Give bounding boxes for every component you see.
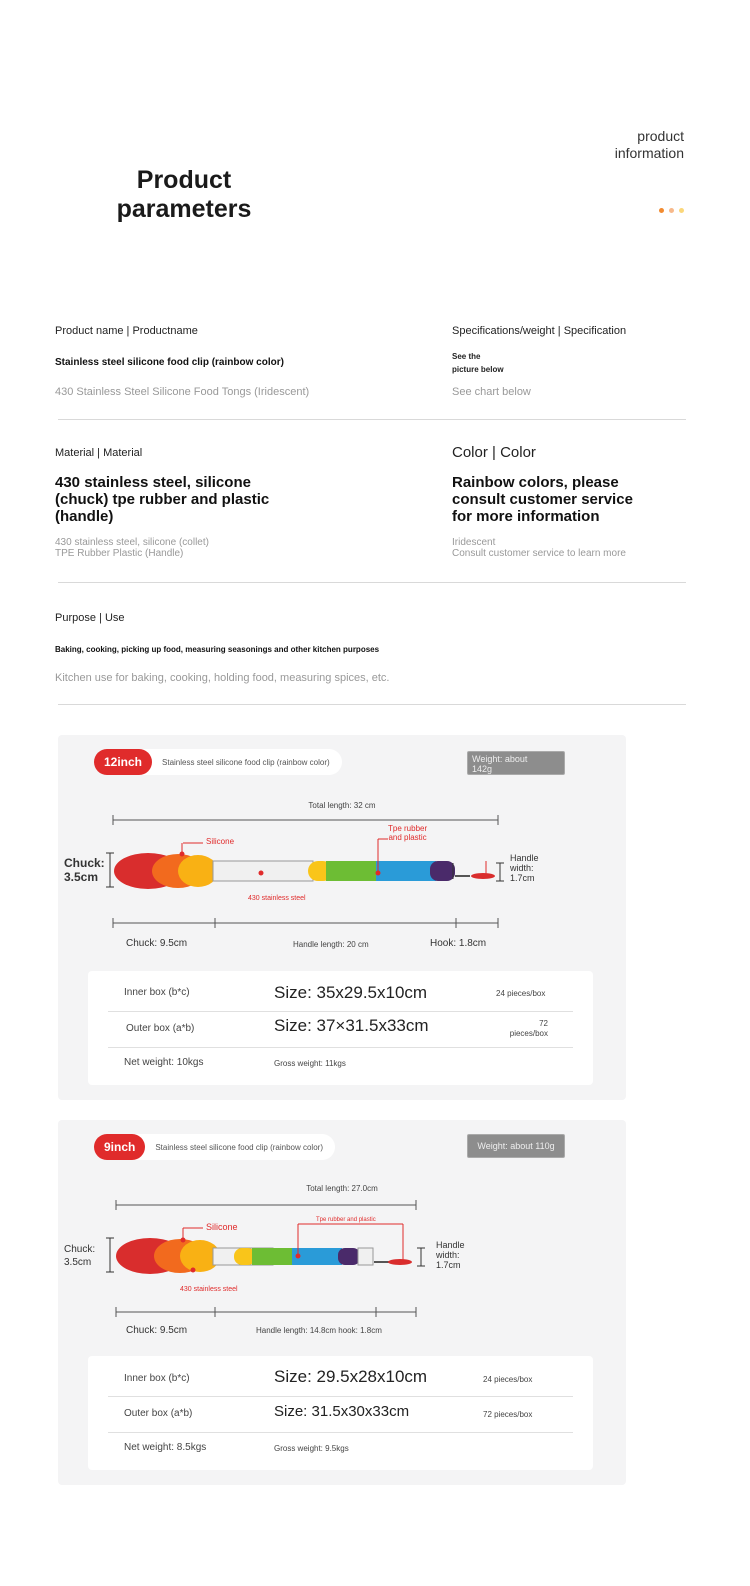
divider <box>108 1432 573 1433</box>
tongs-diagram <box>58 1120 626 1360</box>
inner-box-label: Inner box (b*c) <box>124 987 190 998</box>
size-tag: 12inch <box>94 749 152 775</box>
section-subtitle: product information <box>614 128 684 161</box>
purpose-label: Purpose | Use <box>55 612 125 624</box>
divider <box>58 704 686 705</box>
divider <box>108 1396 573 1397</box>
dot-icon <box>679 208 684 213</box>
product-name-value: Stainless steel silicone food clip (rainbow color) <box>55 357 284 368</box>
tpe-callout: Tpe rubber and plastic <box>388 824 428 842</box>
packing-table <box>88 1356 593 1470</box>
total-length-label: Total length: 32 cm <box>308 801 376 810</box>
color-english: Iridescent Consult customer service to learn more <box>452 537 626 559</box>
product-name-english: 430 Stainless Steel Silicone Food Tongs (Iridescent) <box>55 386 310 398</box>
divider <box>58 419 686 420</box>
gross-weight: Gross weight: 11kgs <box>274 1059 346 1068</box>
packing-table <box>88 971 593 1085</box>
net-weight: Net weight: 10kgs <box>124 1057 204 1068</box>
dim-hook: Hook: 1.8cm <box>430 938 487 949</box>
gross-weight: Gross weight: 9.5kgs <box>274 1444 349 1453</box>
divider <box>108 1011 573 1012</box>
color-value: Rainbow colors, please consult customer service for more information <box>452 474 633 525</box>
silicone-callout: Silicone <box>206 1222 238 1232</box>
net-weight: Net weight: 8.5kgs <box>124 1442 207 1453</box>
outer-box-size: Size: 37×31.5x33cm <box>274 1016 429 1035</box>
product-card-12inch <box>58 735 626 1100</box>
steel-callout: 430 stainless steel <box>180 1286 238 1293</box>
outer-box-count: 72 pieces/box <box>483 1410 533 1419</box>
dim-handle: Handle length: 14.8cm hook: 1.8cm <box>256 1326 382 1335</box>
spec-english: See chart below <box>452 386 531 398</box>
outer-box-label: Outer box (a*b) <box>124 1408 193 1419</box>
handle-width-label: Handle width: 1.7cm <box>436 1240 465 1270</box>
total-length-label: Total length: 27.0cm <box>306 1184 378 1193</box>
inner-box-label: Inner box (b*c) <box>124 1373 190 1384</box>
inner-box-size: Size: 29.5x28x10cm <box>274 1367 428 1386</box>
material-label: Material | Material <box>55 447 143 459</box>
dim-handle: Handle length: 20 cm <box>293 940 369 949</box>
outer-box-label: Outer box (a*b) <box>126 1023 195 1034</box>
product-name-label: Product name | Productname <box>55 325 198 337</box>
dim-chuck: Chuck: 9.5cm <box>126 1325 188 1336</box>
chuck-label: Chuck: 3.5cm <box>64 856 105 884</box>
outer-box-count: 72 pieces/box <box>509 1019 548 1038</box>
dot-icon <box>659 208 664 213</box>
outer-box-size: Size: 31.5x30x33cm <box>274 1403 410 1420</box>
material-value: 430 stainless steel, silicone (chuck) tpe rubber and plastic (handle) <box>55 474 270 525</box>
color-label: Color | Color <box>452 444 536 461</box>
weight-badge: Weight: about 110g <box>467 1134 565 1158</box>
page-title: Product parameters <box>116 166 252 223</box>
purpose-value: Baking, cooking, picking up food, measuring seasonings and other kitchen purposes <box>55 645 380 654</box>
purpose-english: Kitchen use for baking, cooking, holding food, measuring spices, etc. <box>55 672 390 684</box>
dim-chuck: Chuck: 9.5cm <box>126 938 188 949</box>
tpe-callout: Tpe rubber and plastic <box>316 1217 376 1223</box>
handle-width-label: Handle width: 1.7cm <box>510 853 539 883</box>
spec-value: See the picture below <box>452 352 504 374</box>
decorative-dots <box>659 208 684 213</box>
pill-text: Stainless steel silicone food clip (rainbow color) <box>162 757 330 767</box>
divider <box>108 1047 573 1048</box>
inner-box-count: 24 pieces/box <box>483 1375 533 1384</box>
material-english: 430 stainless steel, silicone (collet) TPE Rubber Plastic (Handle) <box>55 537 209 559</box>
weight-badge: Weight: about 142g <box>467 751 565 775</box>
dot-icon <box>669 208 674 213</box>
pill-text: Stainless steel silicone food clip (rainbow color) <box>155 1142 323 1152</box>
inner-box-count: 24 pieces/box <box>496 989 546 998</box>
divider <box>58 582 686 583</box>
steel-callout: 430 stainless steel <box>248 895 306 902</box>
inner-box-size: Size: 35x29.5x10cm <box>274 983 428 1002</box>
product-card-9inch <box>58 1120 626 1485</box>
size-tag: 9inch <box>94 1134 145 1160</box>
chuck-label: Chuck: 3.5cm <box>64 1244 96 1268</box>
silicone-callout: Silicone <box>206 837 235 846</box>
spec-label: Specifications/weight | Specification <box>452 325 627 337</box>
